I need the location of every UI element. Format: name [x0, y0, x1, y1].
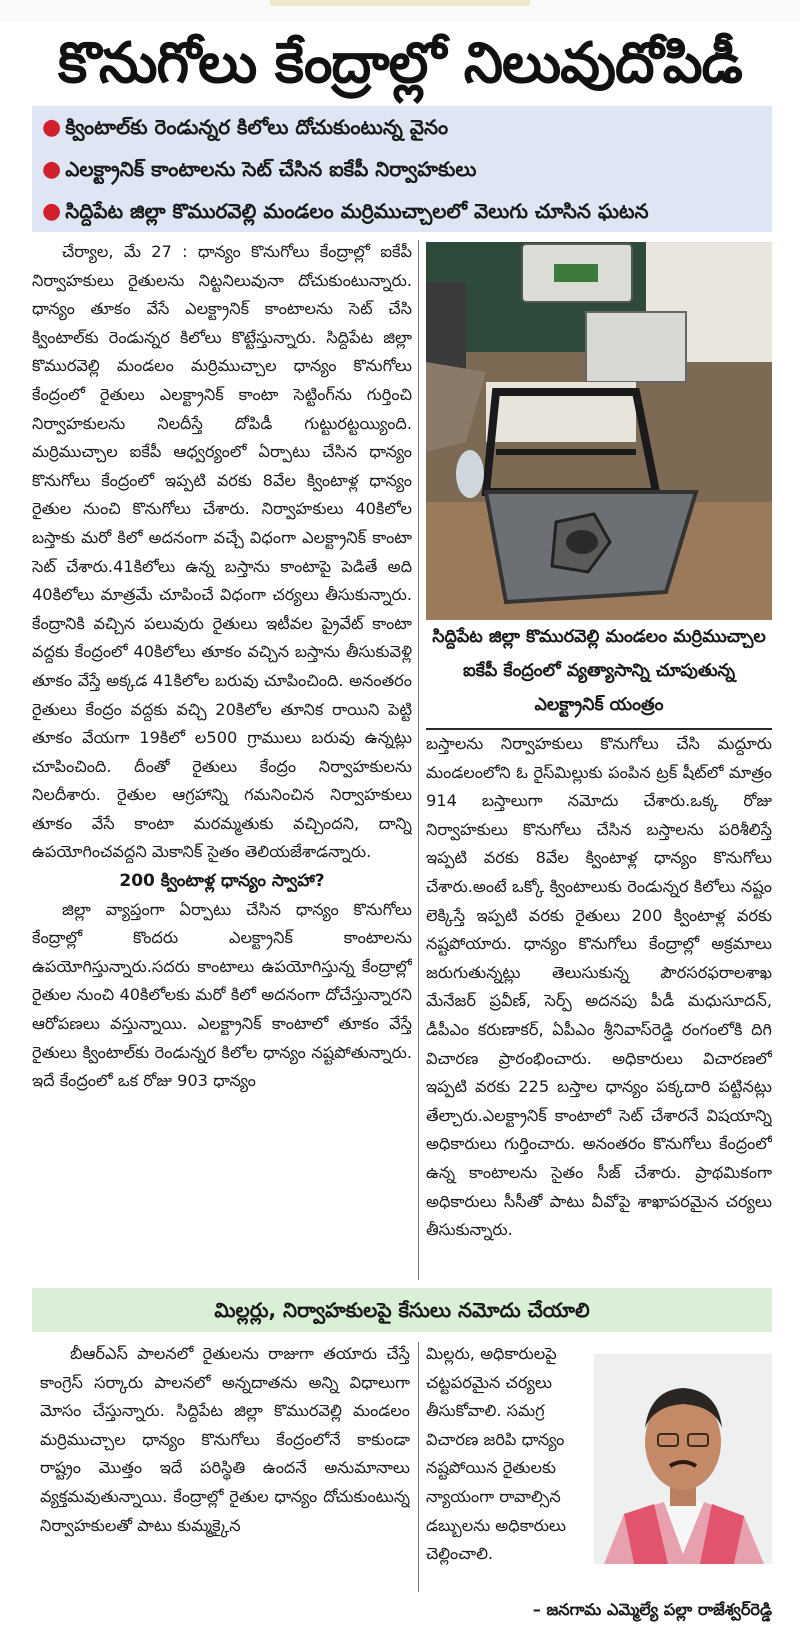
bullet-dot-icon: ● [42, 199, 62, 224]
bullet-text: సిద్దిపేట జిల్లా కొమురవెల్లి మండలం మర్రిముచ్చాలలో వెలుగు చూసిన ఘటన [65, 199, 649, 223]
signature: – జనగామ ఎమ్మెల్యే పల్లా రాజేశ్వర్‌రెడ్డి [532, 1600, 772, 1619]
bullet-item [42, 106, 766, 148]
subheading: 200 క్వింటాళ్ల ధాన్యం స్వాహా? [119, 871, 325, 892]
bullet-dot-icon: ● [42, 157, 62, 182]
bullet-band [32, 106, 772, 232]
article-paragraph: చేర్యాల, మే 27 : ధాన్యం కొనుగోలు కేంద్రాల్లో ఐకేపీ నిర్వాహకులు రైతులను నిట్టనిలువునా దోచుకుంటున్నారు. ధాన్యం తూకం వేసే ఎలక్ట్రానిక్‌ కాంటాలను సెట్‌ చేసి క్వింటాల్‌కు రెండున్నర కిలోలు కొట్టేస్తున్నారు. సిద్దిపేట జిల్లా కొమురవెల్లి మండలం మర్రిముచ్చాల ధాన్యం కొనుగోలు కేంద్రంలో రైతులు ఎలక్ట్రానిక్‌ కాంటా సెట్టింగ్‌ను గుర్తించి నిర్వాహకులను నిలదీస్తే దోపిడీ గుట్టురట్టయ్యింది. మర్రిముచ్చాల ఐకేపీ ఆధ్వర్యంలో ఏర్పాటు చేసిన ధాన్యం కొనుగోలు కేంద్రంలో ఇప్పటి వరకు 8వేల క్వింటాళ్ల ధాన్యం రైతుల నుంచి కొనుగోలు చేశారు. నిర్వాహకులు 40కిలోల బస్తాకు మరో కిలో అదనంగా వచ్చే విధంగా ఎలక్ట్రానిక్‌ కాంటా సెట్‌ చేశారు.41కిలోలు ఉన్న బస్తాను కాంటాపై పెడితే అది 40కిలోలు మాత్రమే చూపించే విధంగా చర్యలు తీసుకున్నారు. కేంద్రానికి వచ్చిన పలువురు రైతులు ఇటీవల ప్రైవేట్‌ కాంటా వద్దకు కేంద్రంలో 40కిలోలు తూకం వచ్చిన బస్తాను తీసుకువెళ్లి తూకం వేస్తే అక్కడ 41కిలోల బరువు చూపించింది. అనంతరం రైతులు కేంద్రం వద్దకు వచ్చి 20కిలోల తూనిక రాయిని పెట్టి తూకం వేయగా 19కిలో ల500 గ్రాములు బరువు ఉన్నట్లు చూపించింది. దీంతో రైతులు కేంద్రం నిర్వాహకులను నిలదీశారు. రైతుల ఆగ్రహాన్ని గమనించిన నిర్వాహకులు తూకం వేసే కాంటా మరమ్మతుకు వచ్చిందని, దాన్ని ఉపయోగించవద్దని మెకానిక్‌ సైతం తెలియజేశాడన్నారు. [32, 242, 412, 862]
sidebar-middle-text [426, 1340, 586, 1590]
sidebar-divider [418, 1342, 419, 1592]
weighing-scale-photo [426, 242, 772, 620]
bullet-dot-icon: ● [42, 115, 62, 140]
article-left-column [32, 238, 412, 1278]
headline: కొనుగోలు కేంద్రాల్లో నిలువుదోపిడీ [58, 31, 742, 96]
bullet-item [42, 148, 766, 190]
article-right-column [426, 730, 772, 1280]
bullet-text: ఎలక్ట్రానిక్‌ కాంటాలను సెట్‌ చేసిన ఐకేపీ నిర్వాహకులు [65, 157, 477, 181]
person-portrait [594, 1354, 772, 1564]
column-divider [418, 240, 419, 1280]
photo-illustration [426, 242, 772, 620]
article-paragraph: బస్తాలను నిర్వాహకులు కొనుగోలు చేసి మద్దూరు మండలంలోని ఓ రైస్‌మిల్లుకు పంపిన ట్రక్‌ షీట్‌లో మాత్రం 914 బస్తాలుగా నమోదు చేశారు.ఒక్క రోజు నిర్వాహకులు కొనుగోలు చేసిన బస్తాలను పరిశీలిస్తే ఇప్పటి వరకు 8వేల క్వింటాళ్ల ధాన్యం కొనుగోలు చేశారు.అంటే ఒక్కో క్వింటాలుకు రెండున్నర కిలోలు నష్టం లెక్కిస్తే ఇప్పటి వరకు రైతులు 200 క్వింటాళ్ల వరకు నష్టపోయారు. ధాన్యం కొనుగోలు కేంద్రాల్లో అక్రమాలు జరుగుతున్నట్లు తెలుసుకున్న పౌరసరఫరాలశాఖ మేనేజర్‌ ప్రవీణ్‌, సెర్ప్‌ అదనపు పీడీ మధుసూదన్‌, డీపీఎం కరుణాకర్‌, ఏపీఎం శ్రీనివాస్‌రెడ్డి రంగంలోకి దిగి విచారణ ప్రారంభించారు. అధికారులు విచారణలో ఇప్పటి వరకు 225 బస్తాల ధాన్యం పక్కదారి పట్టినట్లు తేల్చారు.ఎలక్ట్రానిక్‌ కాంటాలో సెట్‌ చేశారనే విషయాన్ని అధికారులు గుర్తించారు. అనంతరం కొనుగోలు కేంద్రంలో ఉన్న కాంటాలను సైతం సీజ్‌ చేశారు. ప్రాథమికంగా అధికారులు సీసీతో పాటు వీవోపై శాఖాపరమైన చర్యలు తీసుకున్నారు. [426, 734, 772, 1240]
portrait-illustration [594, 1354, 772, 1564]
bullet-item [42, 190, 766, 232]
photo-caption: సిద్దిపేట జిల్లా కొమురవెల్లి మండలం మర్రిముచ్చాల ఐకేపీ కేంద్రంలో వ్యత్యాసాన్ని చూపుతున్న ఎలక్ట్రానిక్‌ యంత్రం [426, 620, 772, 730]
sidebar-left-text [40, 1340, 410, 1630]
article-paragraph: జిల్లా వ్యాప్తంగా ఏర్పాటు చేసిన ధాన్యం కొనుగోలు కేంద్రాల్లో కొందరు ఎలక్ట్రానిక్‌ కాంటాలను ఉపయోగిస్తున్నారు.సదరు కాంటాలు ఉపయోగిస్తున్న కేంద్రాల్లో రైతుల నుంచి 40కిలోలకు మరో కిలో అదనంగా దోచేస్తున్నారని ఆరోపణలు వస్తున్నాయి. ఎలక్ట్రానిక్‌ కాంటాలో తూకం వేస్తే రైతులు క్వింటాల్‌కు రెండున్నర కిలోల ధాన్యం నష్టపోతున్నారు. ఇదే కేంద్రంలో ఒక రోజు 903 ధాన్యం [32, 899, 412, 1091]
top-strip-mark [270, 0, 530, 6]
sidebar-paragraph: బీఆర్‌ఎస్‌ పాలనలో రైతులను రాజుగా తయారు చేస్తే కాంగ్రెస్‌ సర్కారు పాలనలో అన్నదాతను అన్ని విధాలుగా మోసం చేస్తున్నారు. సిద్దిపేట జిల్లా కొమురవెల్లి మండలం మర్రిముచ్చాల ధాన్యం కొనుగోలు కేంద్రంలోనే కాకుండా రాష్ట్రం మొత్తం ఇదే పరిస్థితి ఉందనే అనుమానాలు వ్యక్తమవుతున్నాయి. కేంద్రాల్లో రైతుల ధాన్యం దోచుకుంటున్న నిర్వాహకులతో పాటు కుమ్మక్కైన [40, 1344, 410, 1535]
sidebar-heading: మిల్లర్లు, నిర్వాహకులపై కేసులు నమోదు చేయాలి [32, 1288, 772, 1332]
top-strip [0, 0, 800, 22]
sidebar-paragraph: మిల్లరు, అధికారులపై చట్టపరమైన చర్యలు తీసుకోవాలి. సమగ్ర విచారణ జరిపి ధాన్యం నష్టపోయిన రైతులకు న్యాయంగా రావాల్సిన డబ్బులను అధికారులు చెల్లించాలి. [426, 1344, 567, 1564]
bullet-text: క్వింటాల్‌కు రెండున్నర కిలోలు దోచుకుంటున్న వైనం [65, 115, 449, 139]
